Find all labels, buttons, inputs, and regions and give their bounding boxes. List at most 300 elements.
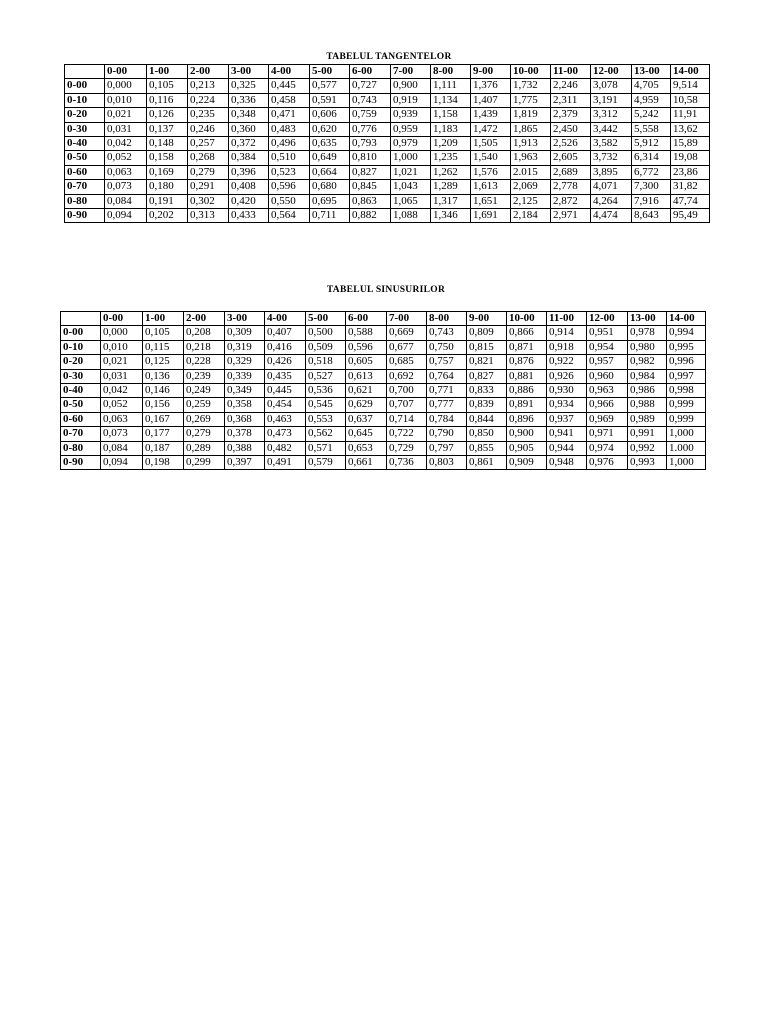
sine-value-cell: 0,358	[225, 398, 265, 412]
tangent-value-cell: 0,408	[229, 180, 269, 194]
tangent-value-cell: 1,540	[471, 151, 511, 165]
tangent-value-cell: 1,111	[431, 79, 471, 93]
sine-value-cell: 0,645	[346, 427, 387, 441]
sine-value-cell: 0,930	[547, 384, 587, 398]
tangent-value-cell: 0,126	[147, 108, 188, 122]
tangent-value-cell: 0,396	[229, 165, 269, 179]
sine-value-cell: 0,187	[143, 441, 184, 455]
sine-value-cell: 0,866	[507, 326, 547, 340]
tangent-value-cell: 0,810	[350, 151, 391, 165]
tangent-row-label: 0-40	[65, 137, 105, 151]
table-row	[61, 340, 706, 354]
tangent-column-header: 3-00	[229, 65, 269, 79]
sine-column-header: 7-00	[387, 312, 427, 326]
sine-column-header: 14-00	[667, 312, 706, 326]
tangent-value-cell: 0,313	[188, 209, 229, 223]
sine-value-cell: 0,084	[101, 441, 143, 455]
sine-value-cell: 0,228	[184, 355, 225, 369]
sine-value-cell: 0,596	[346, 340, 387, 354]
tangent-value-cell: 0,620	[310, 122, 350, 136]
tangent-value-cell: 0,979	[391, 137, 431, 151]
sine-table-section	[0, 284, 768, 469]
sine-value-cell: 0,527	[306, 369, 346, 383]
tangent-column-header: 9-00	[471, 65, 511, 79]
tangent-column-header: 10-00	[511, 65, 551, 79]
tangent-row-label: 0-90	[65, 209, 105, 223]
sine-value-cell: 0,999	[667, 398, 706, 412]
sine-value-cell: 0,588	[346, 326, 387, 340]
sine-value-cell: 0,764	[427, 369, 467, 383]
tangent-column-header: 14-00	[671, 65, 710, 79]
tangent-value-cell: 0,882	[350, 209, 391, 223]
sine-value-cell: 0,289	[184, 441, 225, 455]
tangent-value-cell: 0,793	[350, 137, 391, 151]
tangent-value-cell: 0,649	[310, 151, 350, 165]
sine-value-cell: 0,463	[265, 412, 306, 426]
sine-column-header: 1-00	[143, 312, 184, 326]
tangent-value-cell: 0,158	[147, 151, 188, 165]
tangent-value-cell: 4,705	[632, 79, 671, 93]
sine-value-cell: 0,368	[225, 412, 265, 426]
tangent-value-cell: 1,088	[391, 209, 431, 223]
sine-value-cell: 0,978	[628, 326, 667, 340]
tangent-column-header: 0-00	[105, 65, 147, 79]
tangent-value-cell: 0,202	[147, 209, 188, 223]
sine-value-cell: 0,473	[265, 427, 306, 441]
tangent-column-header: 2-00	[188, 65, 229, 79]
tangent-row-label: 0-00	[65, 79, 105, 93]
sine-value-cell: 0,960	[587, 369, 628, 383]
tangent-row-label: 0-30	[65, 122, 105, 136]
tangent-value-cell: 3,442	[591, 122, 632, 136]
tangent-column-header: 1-00	[147, 65, 188, 79]
tangent-column-header: 11-00	[551, 65, 591, 79]
tangent-value-cell: 2,605	[551, 151, 591, 165]
tangent-value-cell: 0,213	[188, 79, 229, 93]
sine-value-cell: 0,948	[547, 456, 587, 470]
sine-value-cell: 0,105	[143, 326, 184, 340]
tangent-value-cell: 0,680	[310, 180, 350, 194]
table-row	[65, 165, 710, 179]
tangent-value-cell: 2,526	[551, 137, 591, 151]
sine-value-cell: 0,309	[225, 326, 265, 340]
sine-value-cell: 0,926	[547, 369, 587, 383]
table-row	[61, 412, 706, 426]
tangent-value-cell: 1,819	[511, 108, 551, 122]
tangent-value-cell: 1,576	[471, 165, 511, 179]
sine-value-cell: 0,407	[265, 326, 306, 340]
sine-value-cell: 0,871	[507, 340, 547, 354]
tangent-column-header: 7-00	[391, 65, 431, 79]
sine-value-cell: 0,637	[346, 412, 387, 426]
sine-value-cell: 0,685	[387, 355, 427, 369]
tangent-value-cell: 1,183	[431, 122, 471, 136]
sine-value-cell: 0,613	[346, 369, 387, 383]
tangent-value-cell: 2,311	[551, 93, 591, 107]
tangent-row-label: 0-70	[65, 180, 105, 194]
tangent-value-cell: 0,564	[269, 209, 310, 223]
sine-value-cell: 0,579	[306, 456, 346, 470]
tangent-value-cell: 0,695	[310, 194, 350, 208]
tangent-value-cell: 0,433	[229, 209, 269, 223]
sine-column-header: 8-00	[427, 312, 467, 326]
tangent-value-cell: 0,148	[147, 137, 188, 151]
tangent-value-cell: 1,865	[511, 122, 551, 136]
tangent-value-cell: 1,262	[431, 165, 471, 179]
tangent-value-cell: 2,379	[551, 108, 591, 122]
sine-value-cell: 0,279	[184, 427, 225, 441]
sine-value-cell: 0,809	[467, 326, 507, 340]
tangent-value-cell: 0,664	[310, 165, 350, 179]
sine-value-cell: 0,329	[225, 355, 265, 369]
tangent-value-cell: 2,246	[551, 79, 591, 93]
sine-column-header: 0-00	[101, 312, 143, 326]
tangent-column-header: 8-00	[431, 65, 471, 79]
sine-value-cell: 0,198	[143, 456, 184, 470]
tangent-row-label: 0-80	[65, 194, 105, 208]
tangent-value-cell: 0,105	[147, 79, 188, 93]
sine-value-cell: 0,714	[387, 412, 427, 426]
tangent-value-cell: 2,689	[551, 165, 591, 179]
sine-value-cell: 0,944	[547, 441, 587, 455]
sine-value-cell: 1,000	[667, 456, 706, 470]
sine-value-cell: 0,063	[101, 412, 143, 426]
sine-value-cell: 0,914	[547, 326, 587, 340]
sine-row-label: 0-20	[61, 355, 101, 369]
table-row	[65, 151, 710, 165]
tangent-value-cell: 0,372	[229, 137, 269, 151]
sine-row-label: 0-40	[61, 384, 101, 398]
sine-value-cell: 0,922	[547, 355, 587, 369]
sine-value-cell: 0,896	[507, 412, 547, 426]
sine-value-cell: 0,995	[667, 340, 706, 354]
tangent-value-cell: 0,711	[310, 209, 350, 223]
table-row	[61, 441, 706, 455]
tangent-value-cell: 1,346	[431, 209, 471, 223]
tangent-table-section	[0, 51, 768, 222]
sine-value-cell: 0,435	[265, 369, 306, 383]
tangent-value-cell: 1,439	[471, 108, 511, 122]
sine-value-cell: 0,790	[427, 427, 467, 441]
sine-value-cell: 0,052	[101, 398, 143, 412]
tangent-value-cell: 2.015	[511, 165, 551, 179]
sine-value-cell: 0,661	[346, 456, 387, 470]
tangent-value-cell: 0,021	[105, 108, 147, 122]
tangent-value-cell: 0,471	[269, 108, 310, 122]
table-row	[65, 93, 710, 107]
tangent-row-label: 0-60	[65, 165, 105, 179]
tangent-value-cell: 1,235	[431, 151, 471, 165]
tangent-value-cell: 1,963	[511, 151, 551, 165]
sine-value-cell: 0,621	[346, 384, 387, 398]
tangent-value-cell: 1,472	[471, 122, 511, 136]
sine-value-cell: 0,980	[628, 340, 667, 354]
sine-value-cell: 0,031	[101, 369, 143, 383]
table-row	[65, 209, 710, 223]
table-row	[61, 384, 706, 398]
sine-value-cell: 0,454	[265, 398, 306, 412]
sine-header-row	[61, 312, 706, 326]
tangent-value-cell: 0,743	[350, 93, 391, 107]
sine-value-cell: 0,167	[143, 412, 184, 426]
tangent-value-cell: 5,912	[632, 137, 671, 151]
table-row	[61, 355, 706, 369]
tangent-value-cell: 0,360	[229, 122, 269, 136]
sine-value-cell: 0,821	[467, 355, 507, 369]
sine-value-cell: 0,797	[427, 441, 467, 455]
table-row	[65, 122, 710, 136]
tangent-value-cell: 0,063	[105, 165, 147, 179]
sine-value-cell: 0,997	[667, 369, 706, 383]
tangent-value-cell: 1,000	[391, 151, 431, 165]
table-row	[65, 180, 710, 194]
sine-value-cell: 0,743	[427, 326, 467, 340]
sine-value-cell: 0,951	[587, 326, 628, 340]
tangent-value-cell: 0,246	[188, 122, 229, 136]
sine-value-cell: 0,886	[507, 384, 547, 398]
sine-value-cell: 0,349	[225, 384, 265, 398]
sine-value-cell: 0,974	[587, 441, 628, 455]
sine-value-cell: 0,156	[143, 398, 184, 412]
sine-value-cell: 0,844	[467, 412, 507, 426]
sine-value-cell: 0,989	[628, 412, 667, 426]
tangent-column-header: 13-00	[632, 65, 671, 79]
tangent-value-cell: 0,336	[229, 93, 269, 107]
tangent-value-cell: 7,300	[632, 180, 671, 194]
tangent-value-cell: 1,317	[431, 194, 471, 208]
tangent-value-cell: 0,279	[188, 165, 229, 179]
sine-value-cell: 0,482	[265, 441, 306, 455]
tangent-value-cell: 1,289	[431, 180, 471, 194]
tangent-value-cell: 0,052	[105, 151, 147, 165]
sine-value-cell: 0,803	[427, 456, 467, 470]
tangent-value-cell: 0,031	[105, 122, 147, 136]
tangent-value-cell: 0,635	[310, 137, 350, 151]
tangent-value-cell: 1,651	[471, 194, 511, 208]
tangent-value-cell: 31,82	[671, 180, 710, 194]
sine-value-cell: 0,777	[427, 398, 467, 412]
sine-value-cell: 0,553	[306, 412, 346, 426]
tangent-value-cell: 0,550	[269, 194, 310, 208]
sine-table	[60, 311, 706, 470]
sine-value-cell: 0,991	[628, 427, 667, 441]
tangent-value-cell: 0,084	[105, 194, 147, 208]
sine-value-cell: 0,073	[101, 427, 143, 441]
sine-value-cell: 0,876	[507, 355, 547, 369]
sine-value-cell: 0,605	[346, 355, 387, 369]
tangent-value-cell: 1,691	[471, 209, 511, 223]
tangent-value-cell: 0,458	[269, 93, 310, 107]
tangent-value-cell: 0,073	[105, 180, 147, 194]
tangent-value-cell: 0,137	[147, 122, 188, 136]
sine-value-cell: 0,757	[427, 355, 467, 369]
tangent-table	[64, 64, 710, 223]
tangent-value-cell: 2,069	[511, 180, 551, 194]
sine-value-cell: 0,669	[387, 326, 427, 340]
sine-column-header: 13-00	[628, 312, 667, 326]
sine-column-header: 9-00	[467, 312, 507, 326]
sine-value-cell: 0,416	[265, 340, 306, 354]
tangent-value-cell: 2,872	[551, 194, 591, 208]
sine-value-cell: 0,249	[184, 384, 225, 398]
sine-column-header: 5-00	[306, 312, 346, 326]
sine-value-cell: 0,900	[507, 427, 547, 441]
tangent-value-cell: 2,971	[551, 209, 591, 223]
tangent-value-cell: 6,772	[632, 165, 671, 179]
tangent-value-cell: 0,191	[147, 194, 188, 208]
tangent-value-cell: 1,134	[431, 93, 471, 107]
table-row	[61, 369, 706, 383]
tangent-value-cell: 0,042	[105, 137, 147, 151]
sine-row-label: 0-50	[61, 398, 101, 412]
sine-value-cell: 0,839	[467, 398, 507, 412]
sine-value-cell: 0,426	[265, 355, 306, 369]
sine-value-cell: 0,784	[427, 412, 467, 426]
tangent-value-cell: 8,643	[632, 209, 671, 223]
sine-value-cell: 0,021	[101, 355, 143, 369]
sine-table-title: TABELUL SINUSURILOR	[326, 285, 446, 295]
sine-value-cell: 0,239	[184, 369, 225, 383]
sine-value-cell: 0,115	[143, 340, 184, 354]
table-row	[61, 398, 706, 412]
tangent-value-cell: 0,116	[147, 93, 188, 107]
sine-value-cell: 0,491	[265, 456, 306, 470]
sine-column-header: 4-00	[265, 312, 306, 326]
tangent-value-cell: 6,314	[632, 151, 671, 165]
tangent-value-cell: 4,071	[591, 180, 632, 194]
tangent-value-cell: 5,242	[632, 108, 671, 122]
sine-value-cell: 0,909	[507, 456, 547, 470]
sine-value-cell: 0,999	[667, 412, 706, 426]
table-row	[61, 456, 706, 470]
sine-value-cell: 0,905	[507, 441, 547, 455]
table-row	[65, 194, 710, 208]
sine-row-label: 0-10	[61, 340, 101, 354]
table-row	[61, 427, 706, 441]
tangent-value-cell: 0,510	[269, 151, 310, 165]
sine-column-header: 11-00	[547, 312, 587, 326]
tangent-value-cell: 0,776	[350, 122, 391, 136]
sine-value-cell: 0,125	[143, 355, 184, 369]
tangent-value-cell: 23,86	[671, 165, 710, 179]
sine-value-cell: 0,969	[587, 412, 628, 426]
tangent-value-cell: 13,62	[671, 122, 710, 136]
sine-value-cell: 0,986	[628, 384, 667, 398]
sine-value-cell: 0,971	[587, 427, 628, 441]
tangent-value-cell: 0,180	[147, 180, 188, 194]
tangent-value-cell: 0,420	[229, 194, 269, 208]
tangent-value-cell: 0,845	[350, 180, 391, 194]
tangent-value-cell: 1,913	[511, 137, 551, 151]
tangent-value-cell: 0,727	[350, 79, 391, 93]
tangent-value-cell: 3,895	[591, 165, 632, 179]
tangent-value-cell: 0,224	[188, 93, 229, 107]
sine-value-cell: 0,891	[507, 398, 547, 412]
tangent-value-cell: 0,291	[188, 180, 229, 194]
tangent-value-cell: 1,158	[431, 108, 471, 122]
tangent-value-cell: 0,606	[310, 108, 350, 122]
sine-value-cell: 0,536	[306, 384, 346, 398]
sine-value-cell: 0,094	[101, 456, 143, 470]
sine-value-cell: 0,445	[265, 384, 306, 398]
sine-value-cell: 0,378	[225, 427, 265, 441]
tangent-value-cell: 3,582	[591, 137, 632, 151]
tangent-column-header: 6-00	[350, 65, 391, 79]
tangent-value-cell: 4,264	[591, 194, 632, 208]
sine-value-cell: 0,319	[225, 340, 265, 354]
tangent-value-cell: 0,384	[229, 151, 269, 165]
sine-row-label: 0-80	[61, 441, 101, 455]
sine-value-cell: 0,000	[101, 326, 143, 340]
tangent-value-cell: 1,043	[391, 180, 431, 194]
tangent-value-cell: 0,863	[350, 194, 391, 208]
sine-value-cell: 0,966	[587, 398, 628, 412]
sine-value-cell: 0,707	[387, 398, 427, 412]
tangent-value-cell: 0,325	[229, 79, 269, 93]
tangent-value-cell: 0,577	[310, 79, 350, 93]
sine-value-cell: 0,518	[306, 355, 346, 369]
sine-value-cell: 0,934	[547, 398, 587, 412]
tangent-value-cell: 3,732	[591, 151, 632, 165]
tangent-value-cell: 0,919	[391, 93, 431, 107]
sine-value-cell: 0,677	[387, 340, 427, 354]
sine-value-cell: 0,269	[184, 412, 225, 426]
sine-value-cell: 0,954	[587, 340, 628, 354]
tangent-value-cell: 0,759	[350, 108, 391, 122]
sine-value-cell: 0,993	[628, 456, 667, 470]
sine-value-cell: 0,984	[628, 369, 667, 383]
sine-value-cell: 0,750	[427, 340, 467, 354]
sine-row-label: 0-30	[61, 369, 101, 383]
sine-value-cell: 0,500	[306, 326, 346, 340]
sine-value-cell: 0,136	[143, 369, 184, 383]
tangent-value-cell: 0,483	[269, 122, 310, 136]
tangent-value-cell: 95,49	[671, 209, 710, 223]
sine-column-header: 3-00	[225, 312, 265, 326]
tangent-value-cell: 1,775	[511, 93, 551, 107]
tangent-value-cell: 0,939	[391, 108, 431, 122]
tangent-value-cell: 0,000	[105, 79, 147, 93]
tangent-row-label: 0-50	[65, 151, 105, 165]
table-row	[65, 137, 710, 151]
tangent-column-header: 5-00	[310, 65, 350, 79]
sine-value-cell: 1,000	[667, 427, 706, 441]
sine-value-cell: 0,218	[184, 340, 225, 354]
tangent-row-label: 0-20	[65, 108, 105, 122]
sine-value-cell: 0,388	[225, 441, 265, 455]
tangent-value-cell: 10,58	[671, 93, 710, 107]
tangent-value-cell: 0,348	[229, 108, 269, 122]
tangent-value-cell: 7,916	[632, 194, 671, 208]
sine-value-cell: 0,998	[667, 384, 706, 398]
sine-value-cell: 0,861	[467, 456, 507, 470]
tangent-value-cell: 1,376	[471, 79, 511, 93]
tangent-value-cell: 2,125	[511, 194, 551, 208]
tangent-value-cell: 11,91	[671, 108, 710, 122]
sine-value-cell: 0,177	[143, 427, 184, 441]
sine-row-label: 0-70	[61, 427, 101, 441]
sine-value-cell: 0,937	[547, 412, 587, 426]
sine-column-header: 12-00	[587, 312, 628, 326]
table-row	[65, 79, 710, 93]
sine-value-cell: 0,957	[587, 355, 628, 369]
tangent-value-cell: 0,235	[188, 108, 229, 122]
tangent-value-cell: 47,74	[671, 194, 710, 208]
sine-value-cell: 0,833	[467, 384, 507, 398]
sine-value-cell: 0,722	[387, 427, 427, 441]
tangent-column-header: 12-00	[591, 65, 632, 79]
tangent-value-cell: 9,514	[671, 79, 710, 93]
